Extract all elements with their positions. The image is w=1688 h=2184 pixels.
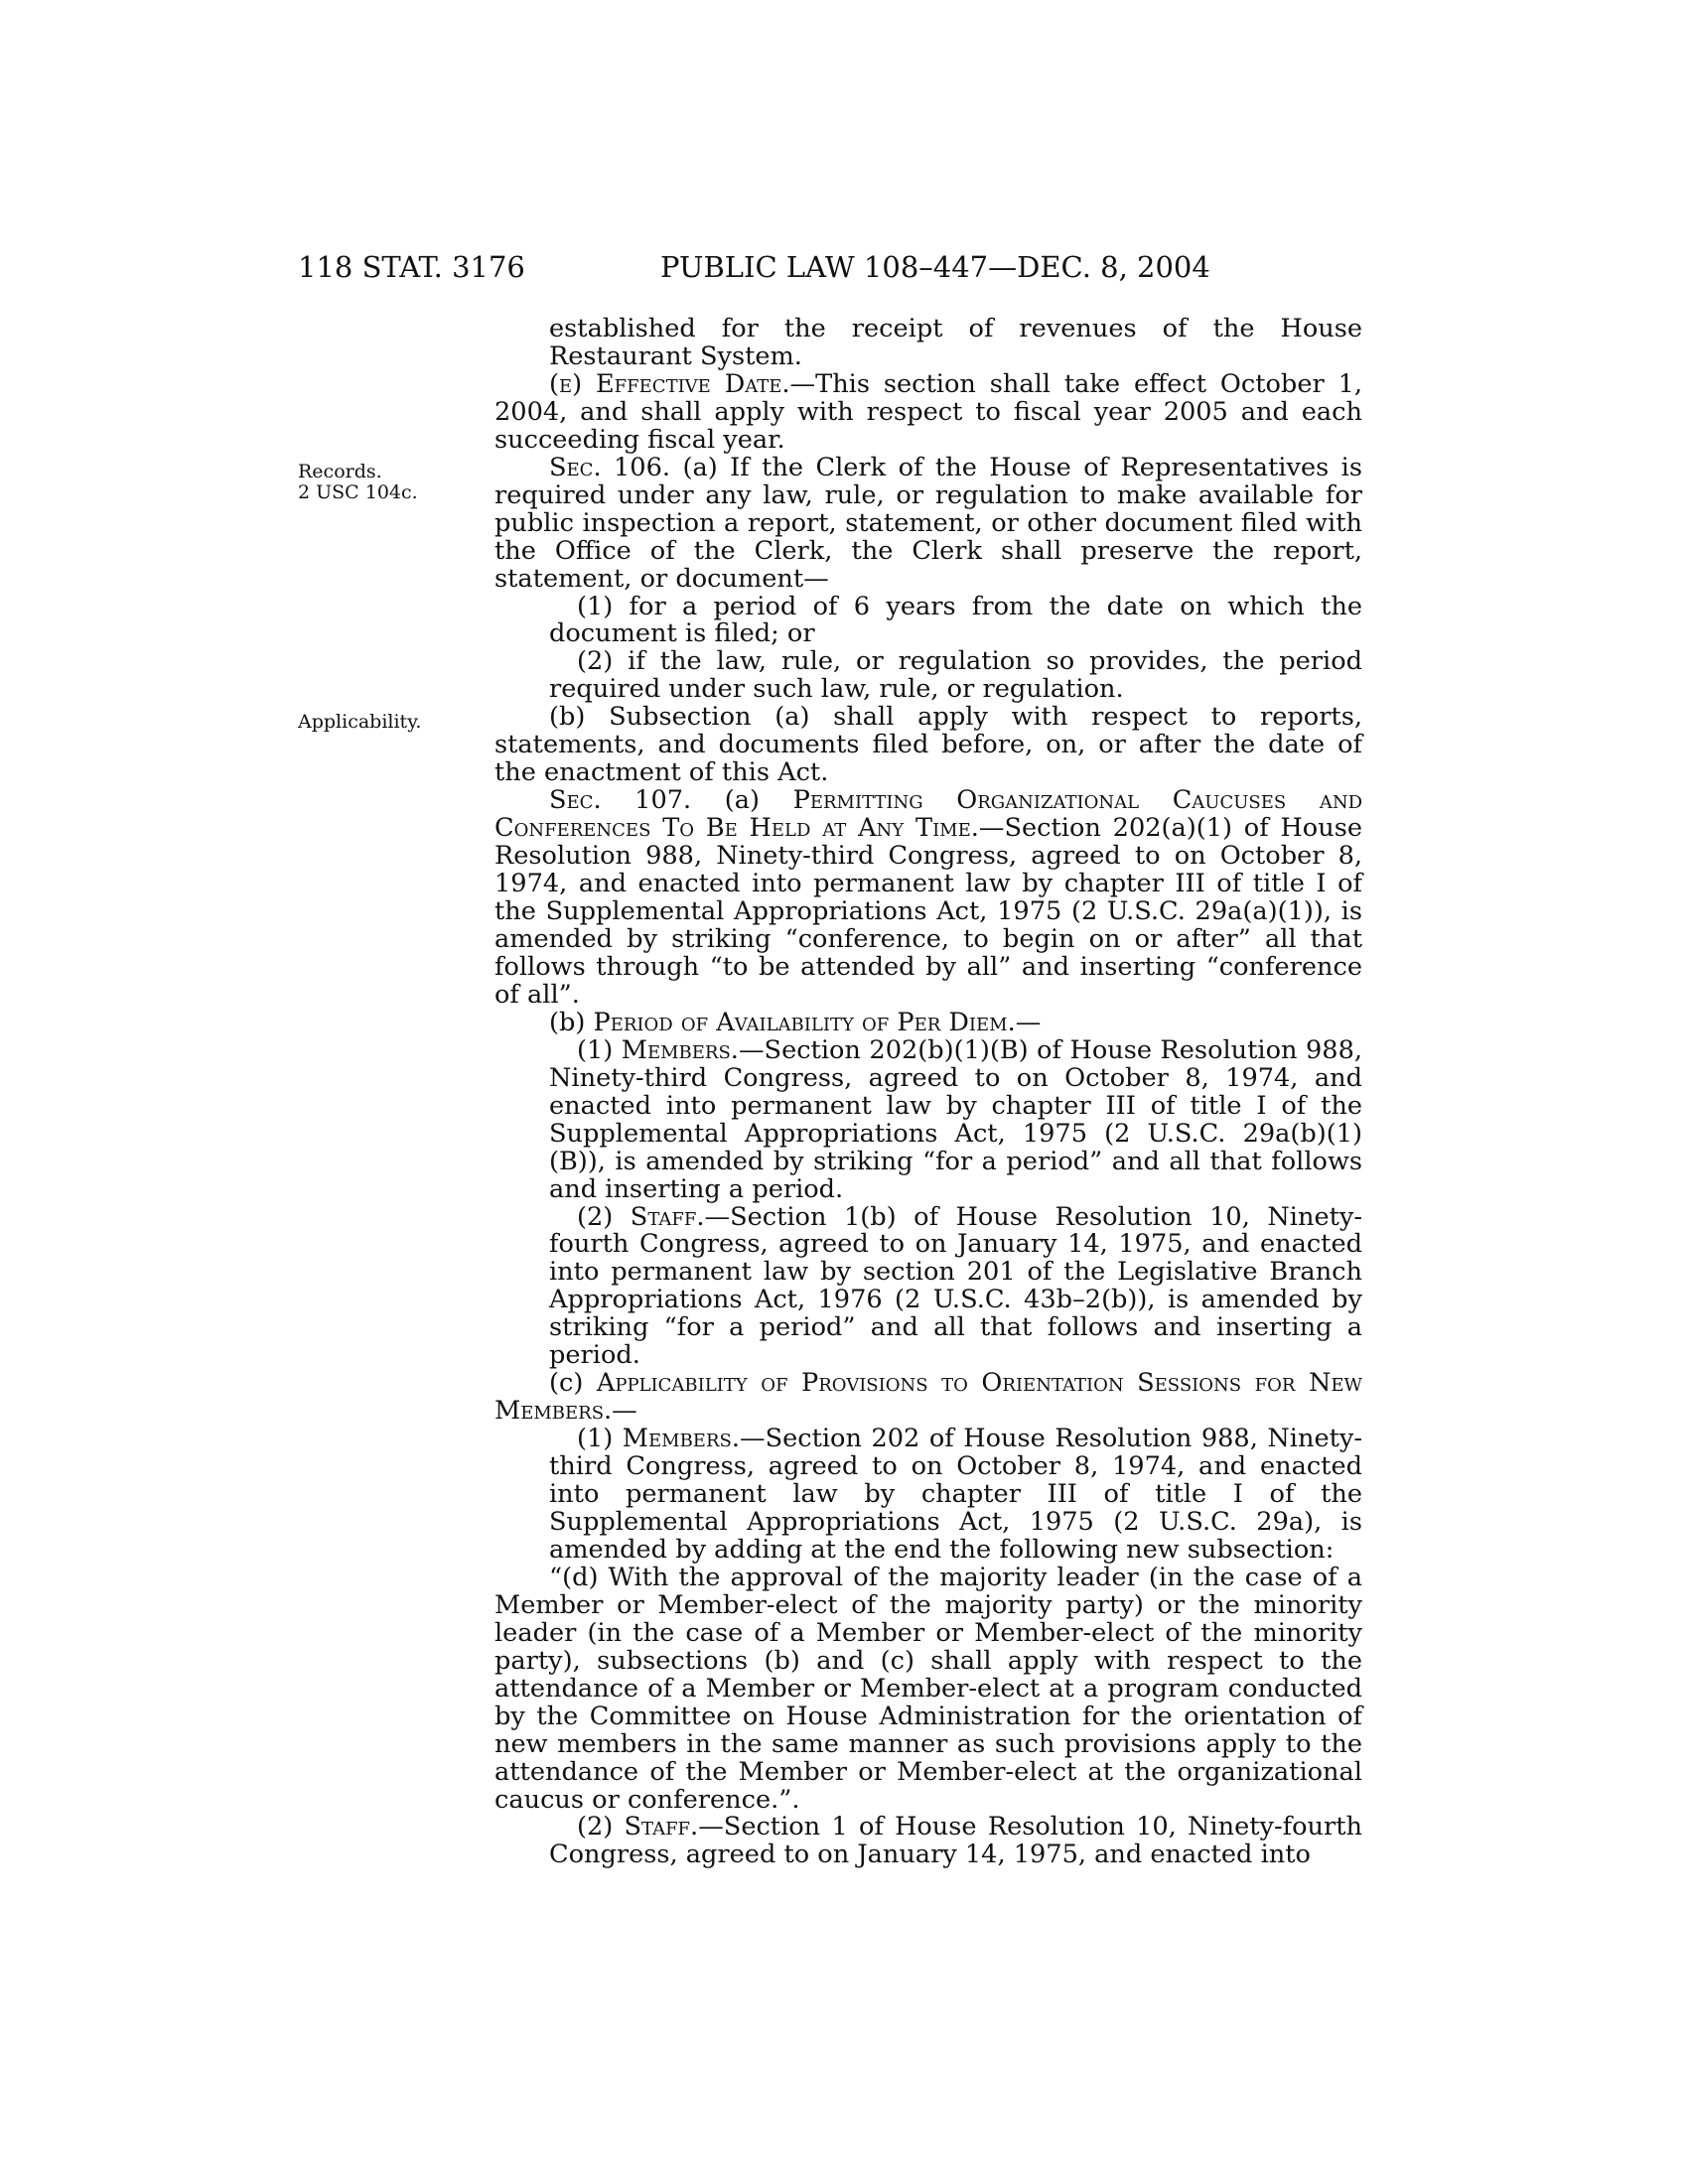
running-header-title: PUBLIC LAW 108–447—DEC. 8, 2004 xyxy=(660,250,1210,284)
section-107-b: (b) Period of Availability of Per Diem.— xyxy=(549,1007,1042,1037)
paragraph-effective-date: (e) Effective Date.—This section shall take effect October 1, 2004, and shall apply with respect to fiscal year 2005 and each succeeding fiscal year. xyxy=(494,368,1363,455)
section-106-a-1: (1) for a period of 6 years from the date on which the document is filed; or xyxy=(549,591,1362,649)
section-106-a-2: (2) if the law, rule, or regulation so provides, the period required under such law, rule, or regulation. xyxy=(549,646,1362,705)
section-106-a: Sec. 106. (a) If the Clerk of the House of Representatives is required under any law, rule, or regulation to make available for public inspection a report, statement, or other document filed with the Office of the Clerk, the Clerk shall preserve the report, statement, or document— xyxy=(494,452,1362,594)
quoted-subsection-d: “(d) With the approval of the majority leader (in the case of a Member or Member-elect of the majority party) or the minority leader (in the case of a Member or Member-elect of the minority party), subsections (b) and (c) shall apply with respect to the attendance of a Member or Member-elect at a program conducted by the Committee on House Administration for the orientation of new members in the same manner as such provisions apply to the attendance of the Member or Member-elect at the organizational caucus or conference.”. xyxy=(494,1562,1362,1815)
section-107-b-1: (1) Members.—Section 202(b)(1)(B) of House Resolution 988, Ninety-third Congress, agreed to on October 8, 1974, and enacted into permanent law by chapter III of title I of the Supplemental Appropriations Act, 1975 (2 U.S.C. 29a(b)(1)(B)), is amended by striking “for a period” and all that follows and inserting a period. xyxy=(549,1034,1362,1204)
margin-note-usc-citation: 2 USC 104c. xyxy=(298,481,418,503)
section-106-b: (b) Subsection (a) shall apply with respect to reports, statements, and documents filed before, on, or after the date of the enactment of this Act. xyxy=(494,702,1362,788)
statute-body xyxy=(494,316,1362,1869)
margin-note-records xyxy=(298,462,418,503)
section-107-c: (c) Applicability of Provisions to Orientation Sessions for New Members.— xyxy=(494,1368,1362,1427)
paragraph-continuation: established for the receipt of revenues of the House Restaurant System. xyxy=(549,314,1362,371)
section-107-a: Sec. 107. (a) Permitting Organizational Caucuses and Conferences To Be Held at Any Time.—Section 202(a)(1) of House Resolution 988, Ninety-third Congress, agreed to on October 8, 1974, and enacted into permanent law by chapter III of title I of the Supplemental Appropriations Act, 1975 (2 U.S.C. 29a(a)(1)), is amended by striking “conference, to begin on or after” all that follows through “to be attended by all” and inserting “conference of all”. xyxy=(494,785,1363,1010)
section-107-c-2: (2) Staff.—Section 1 of House Resolution 10, Ninety-fourth Congress, agreed to on January 14, 1975, and enacted into xyxy=(549,1812,1363,1870)
page-stat-reference: 118 STAT. 3176 xyxy=(298,250,525,284)
margin-note-records-label: Records. xyxy=(298,461,382,482)
section-107-c-1: (1) Members.—Section 202 of House Resolution 988, Ninety-third Congress, agreed to on October 8, 1974, and enacted into permanent law by chapter III of title I of the Supplemental Appropriations Act, 1975 (2 U.S.C. 29a), is amended by adding at the end the following new subsection: xyxy=(549,1424,1362,1565)
section-107-b-2: (2) Staff.—Section 1(b) of House Resolution 10, Ninety-fourth Congress, agreed to on January 14, 1975, and enacted into permanent law by section 201 of the Legislative Branch Appropriations Act, 1976 (2 U.S.C. 43b–2(b)), is amended by striking “for a period” and all that follows and inserting a period. xyxy=(549,1201,1362,1371)
margin-note-applicability: Applicability. xyxy=(298,711,422,733)
